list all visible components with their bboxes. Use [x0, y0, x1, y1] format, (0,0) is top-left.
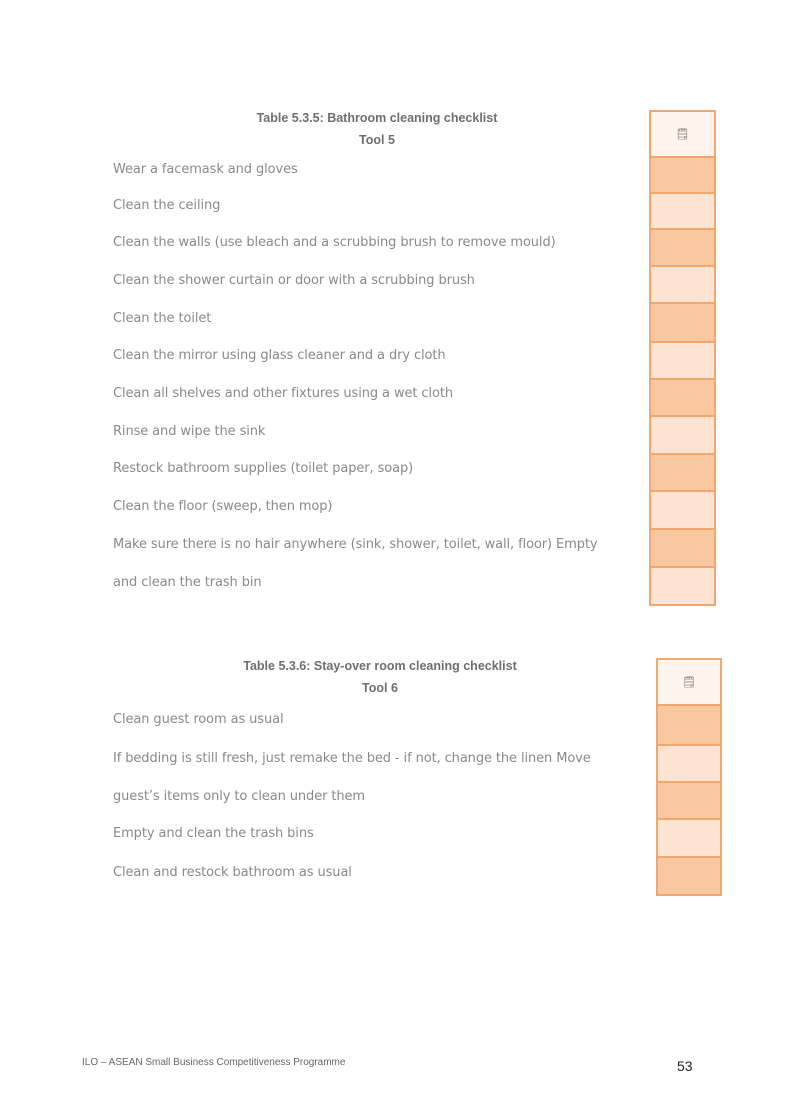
checklist-icon: 🗒 [675, 127, 690, 141]
checkbox[interactable] [658, 818, 720, 858]
table-title: Table 5.3.6: Stay-over room cleaning checklist [243, 659, 517, 673]
checkbox-header [658, 660, 720, 704]
checklist-item: and clean the trash bin [113, 575, 262, 590]
table-title: Table 5.3.5: Bathroom cleaning checklist [256, 111, 498, 125]
checkbox[interactable] [658, 781, 720, 820]
checklist-item: guest’s items only to clean under them [113, 789, 365, 804]
checklist-item: Clean the mirror using glass cleaner and a dry cloth [113, 348, 446, 363]
checkbox[interactable] [651, 415, 714, 454]
checkbox[interactable] [658, 744, 720, 783]
footer-text: ILO – ASEAN Small Business Competitiveness Programme [82, 1057, 346, 1068]
checkbox[interactable] [651, 566, 714, 604]
checkbox[interactable] [651, 265, 714, 304]
checkbox[interactable] [658, 704, 720, 746]
checkbox[interactable] [651, 156, 714, 194]
checklist-item: Restock bathroom supplies (toilet paper, soap) [113, 461, 414, 476]
checkbox-header [651, 112, 714, 156]
checklist-item: Clean the floor (sweep, then mop) [113, 499, 333, 514]
checklist-icon: 🗒 [682, 675, 696, 689]
checkbox[interactable] [651, 490, 714, 529]
checkbox-column [656, 658, 722, 896]
checklist-item: Clean the ceiling [113, 198, 221, 213]
checklist-item: Clean the shower curtain or door with a scrubbing brush [113, 273, 475, 288]
checkbox[interactable] [651, 453, 714, 492]
checkbox[interactable] [651, 341, 714, 379]
checkbox[interactable] [651, 378, 714, 417]
checklist-item: Clean the toilet [113, 311, 212, 326]
checkbox-column [649, 110, 716, 606]
checklist-item: Wear a facemask and gloves [113, 162, 298, 177]
checklist-item: If bedding is still fresh, just remake the bed - if not, change the linen Move [113, 751, 591, 766]
checkbox[interactable] [651, 228, 714, 267]
checkbox[interactable] [651, 192, 714, 230]
checklist-item: Clean the walls (use bleach and a scrubbing brush to remove mould) [113, 235, 556, 250]
checkbox[interactable] [651, 528, 714, 567]
checklist-item: Make sure there is no hair anywhere (sink, shower, toilet, wall, floor) Empty [113, 537, 598, 552]
page-number: 53 [677, 1058, 693, 1074]
checklist-item: Empty and clean the trash bins [113, 826, 314, 841]
table-subtitle: Tool 6 [362, 681, 398, 695]
checklist-item: Clean and restock bathroom as usual [113, 865, 352, 880]
checkbox[interactable] [658, 856, 720, 894]
checklist-item: Rinse and wipe the sink [113, 424, 266, 439]
checkbox[interactable] [651, 302, 714, 341]
table-subtitle: Tool 5 [359, 133, 395, 147]
checklist-item: Clean guest room as usual [113, 712, 284, 727]
checklist-item: Clean all shelves and other fixtures using a wet cloth [113, 386, 453, 401]
